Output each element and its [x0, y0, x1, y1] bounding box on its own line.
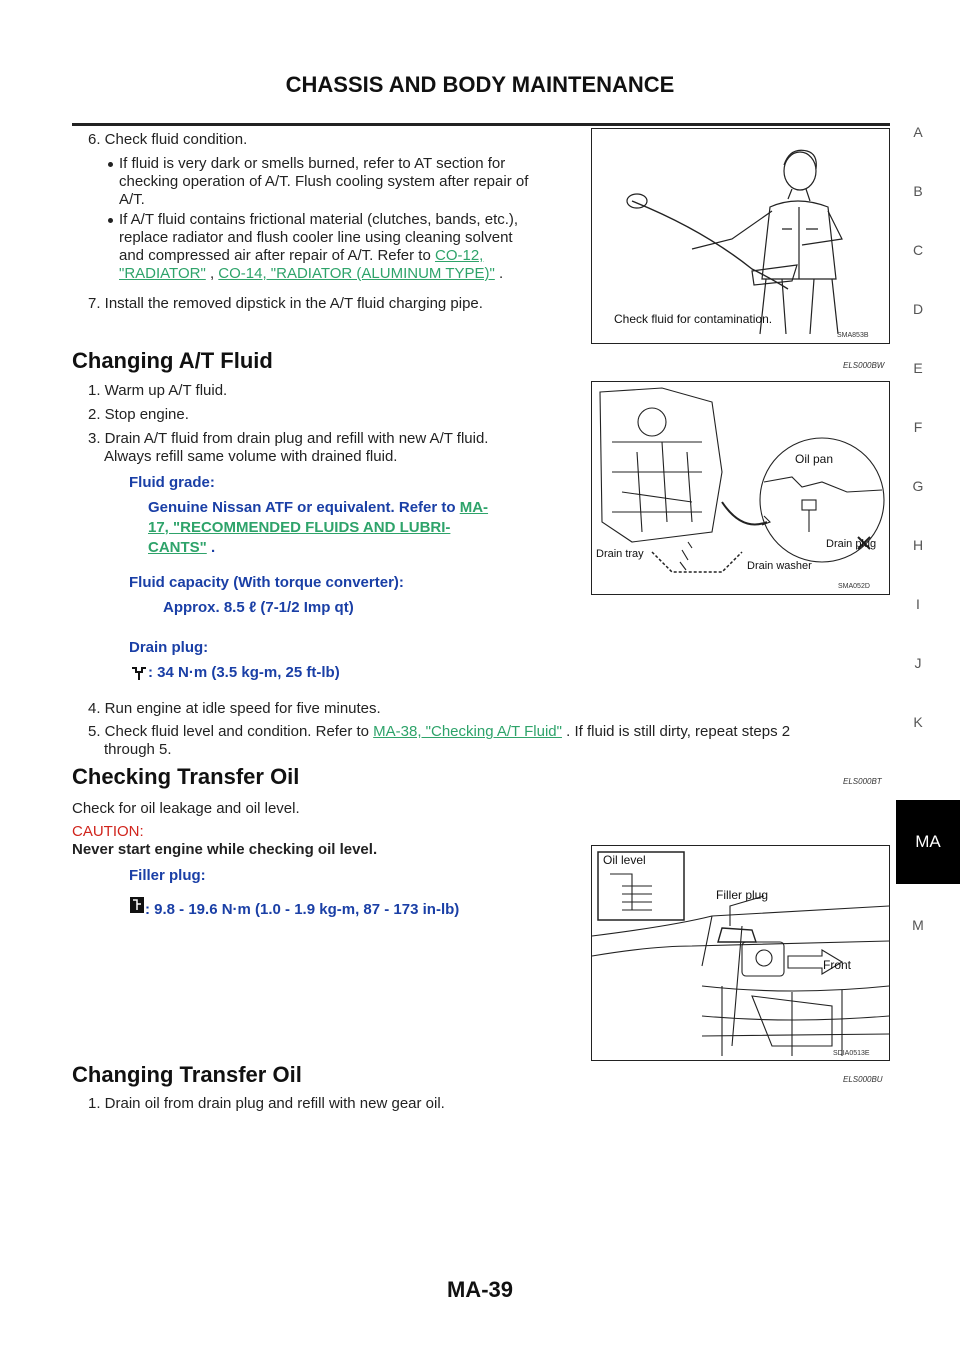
at-step-1: 1. Warm up A/T fluid. [88, 382, 228, 399]
figure-dipstick-check [591, 128, 890, 344]
torque-wrench-icon [129, 896, 145, 914]
label-oil-pan: Oil pan [795, 452, 834, 466]
grade-text: Genuine Nissan ATF or equivalent. Refer to [148, 499, 460, 516]
heading-changing-transfer-oil: Changing Transfer Oil [72, 1062, 302, 1087]
torque-wrench-icon [130, 664, 148, 682]
fluid-grade-spec [148, 498, 568, 558]
link-co-12[interactable]: CO-12, [434, 247, 484, 264]
figure-caption: Check fluid for contamination. [614, 312, 773, 326]
label-oil-level: Oil level [603, 853, 646, 867]
bullet-1 [119, 155, 586, 209]
step-7: 7. Install the removed dipstick in the A/T fluid charging pipe. [88, 295, 483, 312]
fluid-capacity-value: Approx. 8.5 ℓ (7-1/2 Imp qt) [163, 599, 354, 616]
mechanic-illustration [592, 129, 889, 343]
at-step-4: 4. Run engine at idle speed for five minutes. [88, 700, 381, 717]
bullet-1-line: checking operation of A/T. Flush cooling system after repair of [119, 173, 529, 190]
filler-plug-label: Filler plug: [129, 867, 206, 884]
figure-code: SMA052D [838, 583, 870, 590]
link-radiator[interactable]: "RADIATOR" [119, 265, 206, 282]
label-front: Front [823, 958, 852, 972]
side-tab-g[interactable]: G [912, 478, 924, 494]
link-ma-17-a[interactable]: MA- [459, 499, 489, 516]
label-drain-tray: Drain tray [596, 548, 644, 560]
bullet-2-line: and compressed air after repair of A/T. Refer to [119, 247, 435, 264]
drain-plug-torque: : 34 N·m (3.5 kg-m, 25 ft-lb) [148, 664, 340, 681]
transfer-intro: Check for oil leakage and oil level. [72, 800, 300, 817]
figure-code: SDIA0513E [833, 1050, 870, 1057]
label-drain-plug: Drain plug [826, 538, 877, 550]
link-ma-17-c[interactable]: CANTS" [148, 539, 207, 556]
step-6: 6. Check fluid condition. [88, 131, 248, 148]
at-step-5 [88, 723, 890, 759]
page-header-title: CHASSIS AND BODY MAINTENANCE [285, 72, 675, 97]
filler-plug-torque: : 9.8 - 19.6 N·m (1.0 - 1.9 kg-m, 87 - 173 in-lb) [145, 901, 460, 918]
side-tab-e[interactable]: E [913, 360, 923, 376]
bullet-2-line: replace radiator and flush cooler line using cleaning solvent [119, 229, 513, 246]
step-5-text: . If fluid is still dirty, repeat steps 2 [561, 723, 791, 740]
bullet-2-line: If A/T fluid contains frictional material (clutches, bands, etc.), [119, 211, 519, 228]
caution-text: Never start engine while checking oil level. [72, 841, 378, 858]
link-co-14[interactable]: CO-14, "RADIATOR (ALUMINUM TYPE)" [218, 265, 495, 282]
bullet-1-line: If fluid is very dark or smells burned, refer to AT section for [119, 155, 506, 172]
side-tab-f[interactable]: F [913, 419, 923, 435]
transfer-case-illustration [592, 846, 889, 1060]
bullet-dot [108, 218, 113, 223]
header-rule [72, 123, 890, 126]
step-5-text: 5. Check fluid level and condition. Refer to [88, 723, 374, 740]
side-tab-j[interactable]: J [914, 655, 922, 671]
side-tab-a[interactable]: A [913, 124, 923, 140]
side-tab-c[interactable]: C [912, 242, 924, 258]
side-tab-ma-active[interactable]: MA [896, 800, 960, 884]
figure-code: SMA853B [837, 332, 869, 339]
transmission-illustration [592, 382, 889, 594]
link-ma-17-b[interactable]: 17, "RECOMMENDED FLUIDS AND LUBRI- [148, 519, 451, 536]
heading-changing-at-fluid: Changing A/T Fluid [72, 348, 273, 373]
section-code: ELS000BT [843, 777, 882, 786]
at-step-2: 2. Stop engine. [88, 406, 189, 423]
at-step-3: 3. Drain A/T fluid from drain plug and refill with new A/T fluid. [88, 430, 489, 447]
bullet-dot [108, 162, 113, 167]
bullet-2 [119, 211, 586, 283]
fluid-grade-label: Fluid grade: [129, 474, 215, 491]
period: . [206, 539, 216, 556]
side-tab-m[interactable]: M [912, 917, 924, 933]
label-drain-washer: Drain washer [747, 560, 812, 572]
section-code: ELS000BU [843, 1075, 883, 1084]
figure-drain-plug [591, 381, 890, 595]
caution-label: CAUTION: [72, 823, 144, 840]
page-number: MA-39 [446, 1277, 513, 1302]
period: . [494, 265, 504, 282]
bullet-1-line: A/T. [119, 191, 145, 208]
side-tab-b[interactable]: B [913, 183, 923, 199]
side-tab-d[interactable]: D [912, 301, 924, 317]
side-tab-i[interactable]: I [916, 596, 920, 612]
transfer-step-1: 1. Drain oil from drain plug and refill with new gear oil. [88, 1095, 445, 1112]
at-step-3-cont: Always refill same volume with drained fluid. [104, 448, 398, 465]
separator: , [205, 265, 219, 282]
side-tab-k[interactable]: K [913, 714, 923, 730]
section-code: ELS000BW [843, 361, 885, 370]
label-filler-plug: Filler plug [716, 888, 769, 902]
heading-checking-transfer-oil: Checking Transfer Oil [72, 764, 300, 789]
side-tab-h[interactable]: H [912, 537, 924, 553]
fluid-capacity-label: Fluid capacity (With torque converter): [129, 574, 404, 591]
link-ma-38[interactable]: MA-38, "Checking A/T Fluid" [373, 723, 562, 740]
drain-plug-label: Drain plug: [129, 639, 209, 656]
figure-filler-plug [591, 845, 890, 1061]
step-5-cont: through 5. [104, 741, 172, 758]
